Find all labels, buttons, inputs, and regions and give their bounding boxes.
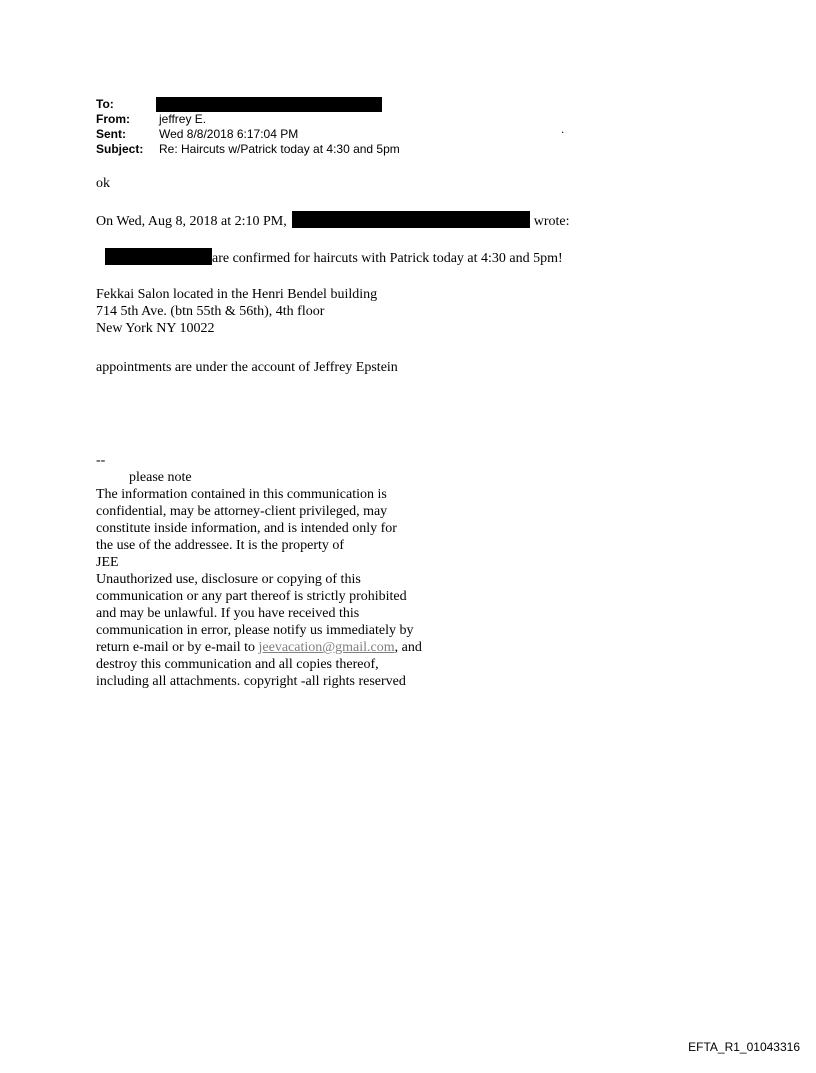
reply-text: ok	[96, 176, 110, 191]
disclaimer-line: Unauthorized use, disclosure or copying of this	[96, 572, 361, 587]
quote-suffix: wrote:	[533, 214, 570, 229]
quote-prefix: On Wed, Aug 8, 2018 at 2:10 PM,	[96, 214, 287, 229]
disclaimer-line: and may be unlawful. If you have received this	[96, 606, 360, 621]
sent-value: Wed 8/8/2018 6:17:04 PM	[159, 127, 299, 141]
disclaimer-line: JEE	[96, 555, 119, 570]
email-header	[96, 97, 400, 157]
from-value: jeffrey E.	[159, 112, 207, 126]
disclaimer-line: confidential, may be attorney-client privileged, may	[96, 504, 388, 519]
email-prefix: return e-mail or by e-mail to	[96, 640, 259, 655]
account-note: appointments are under the account of Jeffrey Epstein	[96, 360, 398, 375]
subject-label: Subject:	[96, 142, 144, 156]
redaction-bar	[156, 97, 382, 112]
disclaimer-email-line	[96, 639, 422, 656]
from-row	[96, 112, 400, 127]
confirmation-text: are confirmed for haircuts with Patrick today at 4:30 and 5pm!	[212, 251, 563, 266]
address-line: 714 5th Ave. (btn 55th & 56th), 4th floor	[96, 304, 325, 319]
disclaimer-line: The information contained in this communication is	[96, 487, 387, 502]
disclaimer-line: including all attachments. copyright -all rights reserved	[96, 674, 406, 689]
email-suffix: , and	[394, 640, 422, 655]
disclaimer-line: communication in error, please notify us immediately by	[96, 623, 414, 638]
redaction-bar	[292, 211, 530, 228]
email-link[interactable]: jeevacation@gmail.com	[258, 640, 395, 655]
address-line: New York NY 10022	[96, 321, 215, 336]
from-label: From:	[96, 112, 130, 126]
note-heading: please note	[129, 470, 192, 485]
to-row	[96, 97, 400, 112]
disclaimer-line: destroy this communication and all copies thereof,	[96, 657, 379, 672]
subject-row	[96, 142, 400, 157]
stray-mark: .	[561, 122, 565, 136]
disclaimer-line: the use of the addressee. It is the property of	[96, 538, 345, 553]
subject-value: Re: Haircuts w/Patrick today at 4:30 and 5pm	[159, 142, 400, 156]
confirmation-line	[105, 248, 563, 267]
document-id: EFTA_R1_01043316	[688, 1040, 800, 1054]
redaction-bar	[105, 248, 212, 265]
address-line: Fekkai Salon located in the Henri Bendel building	[96, 287, 378, 302]
sent-label: Sent:	[96, 127, 126, 141]
address-block	[96, 286, 377, 337]
to-label: To:	[96, 97, 114, 111]
signature-separator: --	[96, 453, 106, 468]
signature-block	[96, 452, 422, 690]
disclaimer-line: communication or any part thereof is strictly prohibited	[96, 589, 407, 604]
disclaimer-line: constitute inside information, and is intended only for	[96, 521, 397, 536]
quote-attribution	[96, 211, 570, 230]
sent-row	[96, 127, 400, 142]
